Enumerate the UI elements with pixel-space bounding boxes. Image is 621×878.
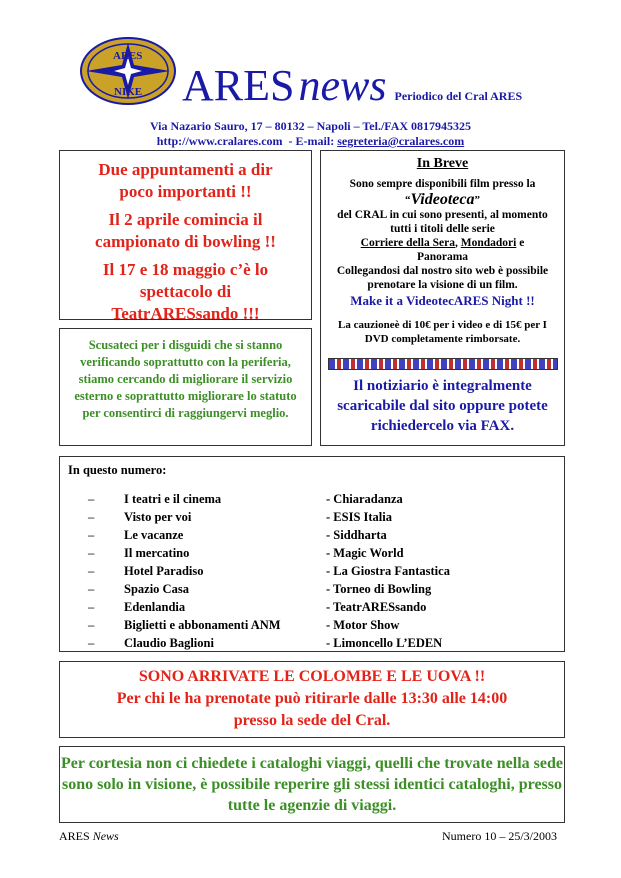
catalogs-text: Per cortesia non ci chiedete i cataloghi viaggi, quelli che trovate nella sede sono solo in visione, è possibile reperire gli stessi identici cataloghi, presso tutte le agenzie di viaggi. bbox=[61, 755, 563, 814]
easter-line-1: SONO ARRIVATE LE COLOMBE E LE UOVA !! bbox=[138, 668, 486, 685]
apology-text: Scusateci per i disguidi che si stanno verificando soprattutto con la periferia, stiamo cercando di migliorare il servizio esterno e soprattutto migliorare lo statuto per consentirci di raggiungervi meglio. bbox=[74, 338, 297, 420]
contents-heading: In questo numero: bbox=[68, 463, 167, 477]
contents-item: - Siddharta bbox=[326, 528, 387, 542]
footer-issue-number: Numero 10 – 25/3/2003 bbox=[442, 829, 557, 843]
ares-nike-logo bbox=[78, 35, 178, 107]
list-dash: – bbox=[88, 528, 95, 542]
contents-item bbox=[88, 508, 281, 526]
contents-item: - Torneo di Bowling bbox=[326, 582, 432, 596]
events-box bbox=[59, 150, 312, 323]
email-label: - E-mail: bbox=[282, 134, 338, 148]
contents-right-list bbox=[326, 490, 450, 652]
list-dash: – bbox=[88, 582, 95, 596]
deposit-note: La cauzioneè di 10€ per i video e di 15€ per I DVD completamente rimborsate. bbox=[338, 319, 547, 345]
videoteca-label: “Videoteca” bbox=[405, 191, 480, 208]
contents-item-label: I teatri e il cinema bbox=[124, 492, 222, 506]
contents-box bbox=[59, 456, 565, 652]
list-dash: – bbox=[88, 600, 95, 614]
contents-item: - ESIS Italia bbox=[326, 510, 392, 524]
contents-item: - Magic World bbox=[326, 546, 404, 560]
footer-publication: ARES News bbox=[59, 829, 119, 843]
contents-item bbox=[88, 526, 281, 544]
contents-item: - Chiaradanza bbox=[326, 492, 403, 506]
contents-item-label: Visto per voi bbox=[124, 510, 192, 524]
logo-text-bottom: NIKE bbox=[114, 86, 143, 98]
events-line-1: Due appuntamenti a dir bbox=[98, 160, 273, 179]
newsletter-download-note: Il notiziario è integralmente scaricabile dal sito oppure potete richiedercelo via FAX. bbox=[337, 378, 548, 434]
contents-item bbox=[88, 562, 281, 580]
contact-line bbox=[0, 134, 621, 149]
events-line-7: TeatrARESsando !!! bbox=[111, 304, 260, 323]
contents-item-label: Biglietti e abbonamenti ANM bbox=[124, 618, 281, 632]
title-ares: ARES bbox=[182, 61, 295, 110]
breve-text-1: Sono sempre disponibili film presso la bbox=[349, 178, 536, 190]
easter-line-3: presso la sede del Cral. bbox=[233, 712, 391, 729]
list-dash: – bbox=[88, 564, 95, 578]
contents-item-label: Hotel Paradiso bbox=[124, 564, 204, 578]
logo-text-top: ARES bbox=[113, 50, 143, 62]
events-line-6: spettacolo di bbox=[139, 282, 232, 301]
easter-notice-box bbox=[59, 661, 565, 738]
breve-series: Corriere della Sera, Mondadori e bbox=[360, 237, 525, 249]
breve-text-3: Collegandosi dal nostro sito web è possibile prenotare la visione di un film. bbox=[336, 265, 549, 291]
breve-text-2: del CRAL in cui sono presenti, al momento tutti i titoli delle serie bbox=[337, 209, 548, 235]
address-line: Via Nazario Sauro, 17 – 80132 – Napoli – Tel./FAX 0817945325 bbox=[149, 119, 472, 133]
contents-left-list bbox=[88, 490, 281, 652]
list-dash: – bbox=[88, 618, 95, 632]
contents-item-label: Claudio Baglioni bbox=[124, 636, 214, 650]
contents-item-label: Il mercatino bbox=[124, 546, 190, 560]
contents-item bbox=[88, 544, 281, 562]
catalogs-notice-box bbox=[59, 746, 565, 823]
contents-item: - TeatrARESsando bbox=[326, 600, 427, 614]
periodical-label: Periodico del Cral ARES bbox=[394, 89, 523, 103]
email-link[interactable]: segreteria@cralares.com bbox=[337, 134, 465, 148]
videotecares-night: Make it a VideotecARES Night !! bbox=[350, 293, 535, 308]
events-line-3: Il 2 aprile comincia il bbox=[108, 210, 263, 229]
contents-item: - Motor Show bbox=[326, 618, 400, 632]
masthead-title bbox=[182, 61, 523, 110]
events-line-4: campionato di bowling !! bbox=[95, 232, 276, 251]
contents-item-label: Edenlandia bbox=[124, 600, 186, 614]
contents-item: - Limoncello L’EDEN bbox=[326, 636, 443, 650]
easter-line-2: Per chi le ha prenotate può ritirarle dalle 13:30 alle 14:00 bbox=[116, 690, 508, 707]
contents-item bbox=[88, 490, 281, 508]
in-breve-title: In Breve bbox=[416, 156, 469, 171]
contents-item bbox=[88, 580, 281, 598]
contents-item: - La Giostra Fantastica bbox=[326, 564, 450, 578]
decorative-divider bbox=[328, 358, 558, 370]
website-link[interactable]: http://www.cralares.com bbox=[156, 134, 283, 148]
address-block bbox=[0, 119, 621, 149]
events-line-5: Il 17 e 18 maggio c’è lo bbox=[102, 260, 269, 279]
list-dash: – bbox=[88, 510, 95, 524]
contents-item bbox=[88, 598, 281, 616]
breve-panorama: Panorama bbox=[416, 251, 469, 263]
apology-box bbox=[59, 328, 312, 446]
contents-item bbox=[88, 616, 281, 634]
contents-item-label: Spazio Casa bbox=[124, 582, 189, 596]
contents-item bbox=[88, 634, 281, 652]
list-dash: – bbox=[88, 546, 95, 560]
list-dash: – bbox=[88, 492, 95, 506]
list-dash: – bbox=[88, 636, 95, 650]
in-breve-box bbox=[320, 150, 565, 446]
contents-item-label: Le vacanze bbox=[124, 528, 184, 542]
events-line-2: poco importanti !! bbox=[119, 182, 252, 201]
title-news: news bbox=[298, 61, 387, 110]
